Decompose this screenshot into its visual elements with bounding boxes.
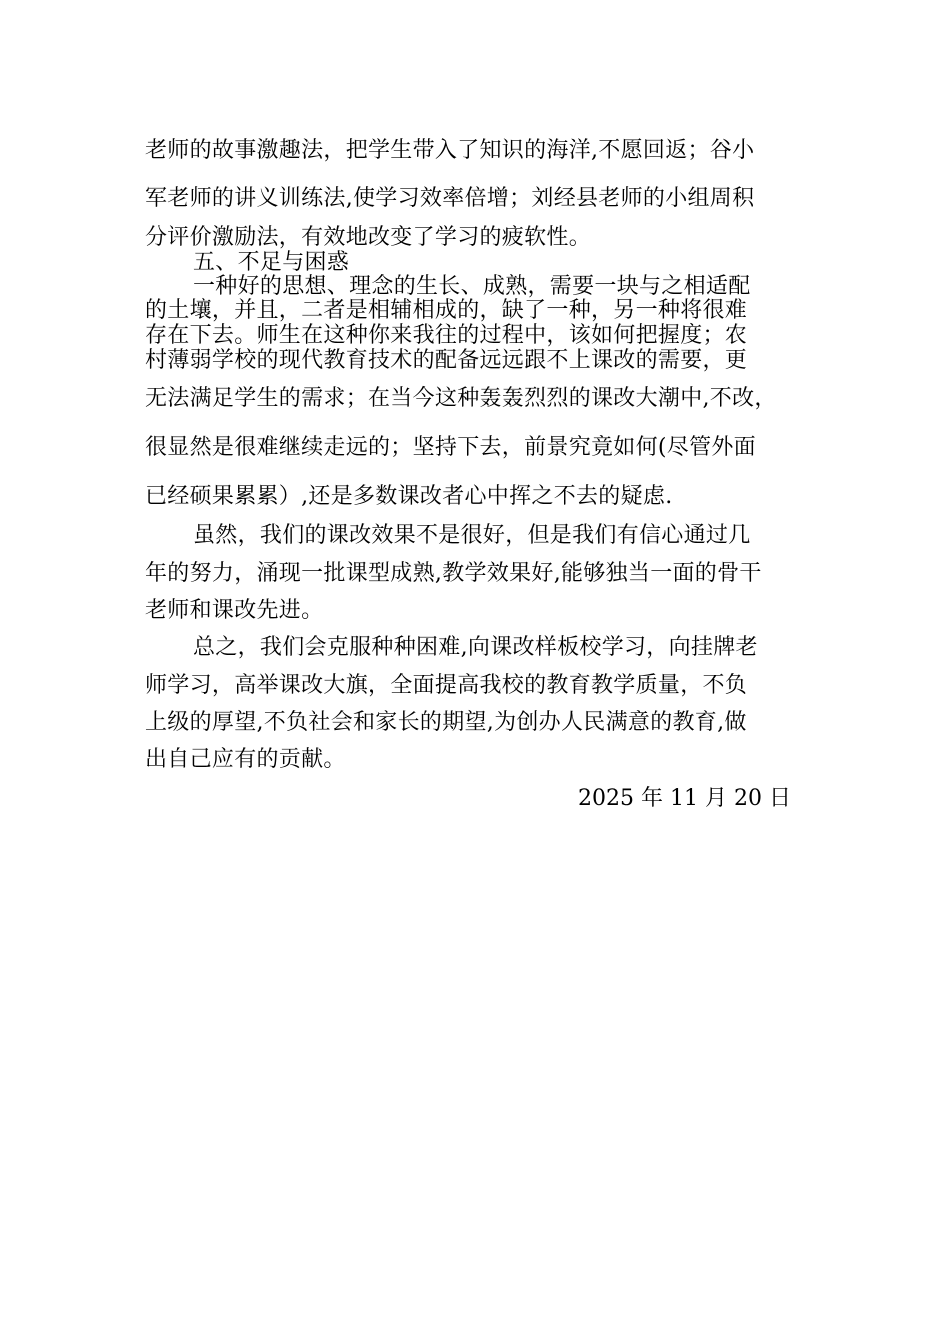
text-line: 存在下去。师生在这种你来我往的过程中，该如何把握度；农 xyxy=(145,323,748,348)
text-line: 年的努力，涌现一批课型成熟,教学效果好,能够独当一面的骨干 xyxy=(145,561,762,586)
text-line: 已经硕果累累）,还是多数课改者心中挥之不去的疑虑. xyxy=(145,484,673,509)
text-line: 老师和课改先进。 xyxy=(145,598,324,623)
text-line: 师学习，高举课改大旗，全面提高我校的教育教学质量，不负 xyxy=(145,673,748,698)
text-line: 一种好的思想、理念的生长、成熟，需要一块与之相适配 xyxy=(193,274,751,299)
text-line: 出自己应有的贡献。 xyxy=(145,747,346,772)
text-line: 虽然，我们的课改效果不是很好，但是我们有信心通过几 xyxy=(193,523,751,548)
section-heading: 五、不足与困惑 xyxy=(193,250,350,275)
text-line: 无法满足学生的需求；在当今这种轰轰烈烈的课改大潮中,不改， xyxy=(145,386,777,411)
text-line: 上级的厚望,不负社会和家长的期望,为创办人民满意的教育,做 xyxy=(145,710,747,735)
text-line: 的土壤，并且，二者是相辅相成的，缺了一种，另一种将很难 xyxy=(145,298,748,323)
document-date: 2025 年 11 月 20 日 xyxy=(578,786,791,811)
text-line: 分评价激励法，有效地改变了学习的疲软性。 xyxy=(145,225,592,250)
text-line: 很显然是很难继续走远的；坚持下去，前景究竟如何(尽管外面 xyxy=(145,435,756,460)
text-line: 军老师的讲义训练法,使学习效率倍增；刘经县老师的小组周积 xyxy=(145,186,755,211)
text-line: 村薄弱学校的现代教育技术的配备远远跟不上课改的需要，更 xyxy=(145,348,748,373)
text-line: 老师的故事激趣法，把学生带入了知识的海洋,不愿回返；谷小 xyxy=(145,138,755,163)
text-line: 总之，我们会克服种种困难,向课改样板校学习，向挂牌老 xyxy=(193,635,758,660)
